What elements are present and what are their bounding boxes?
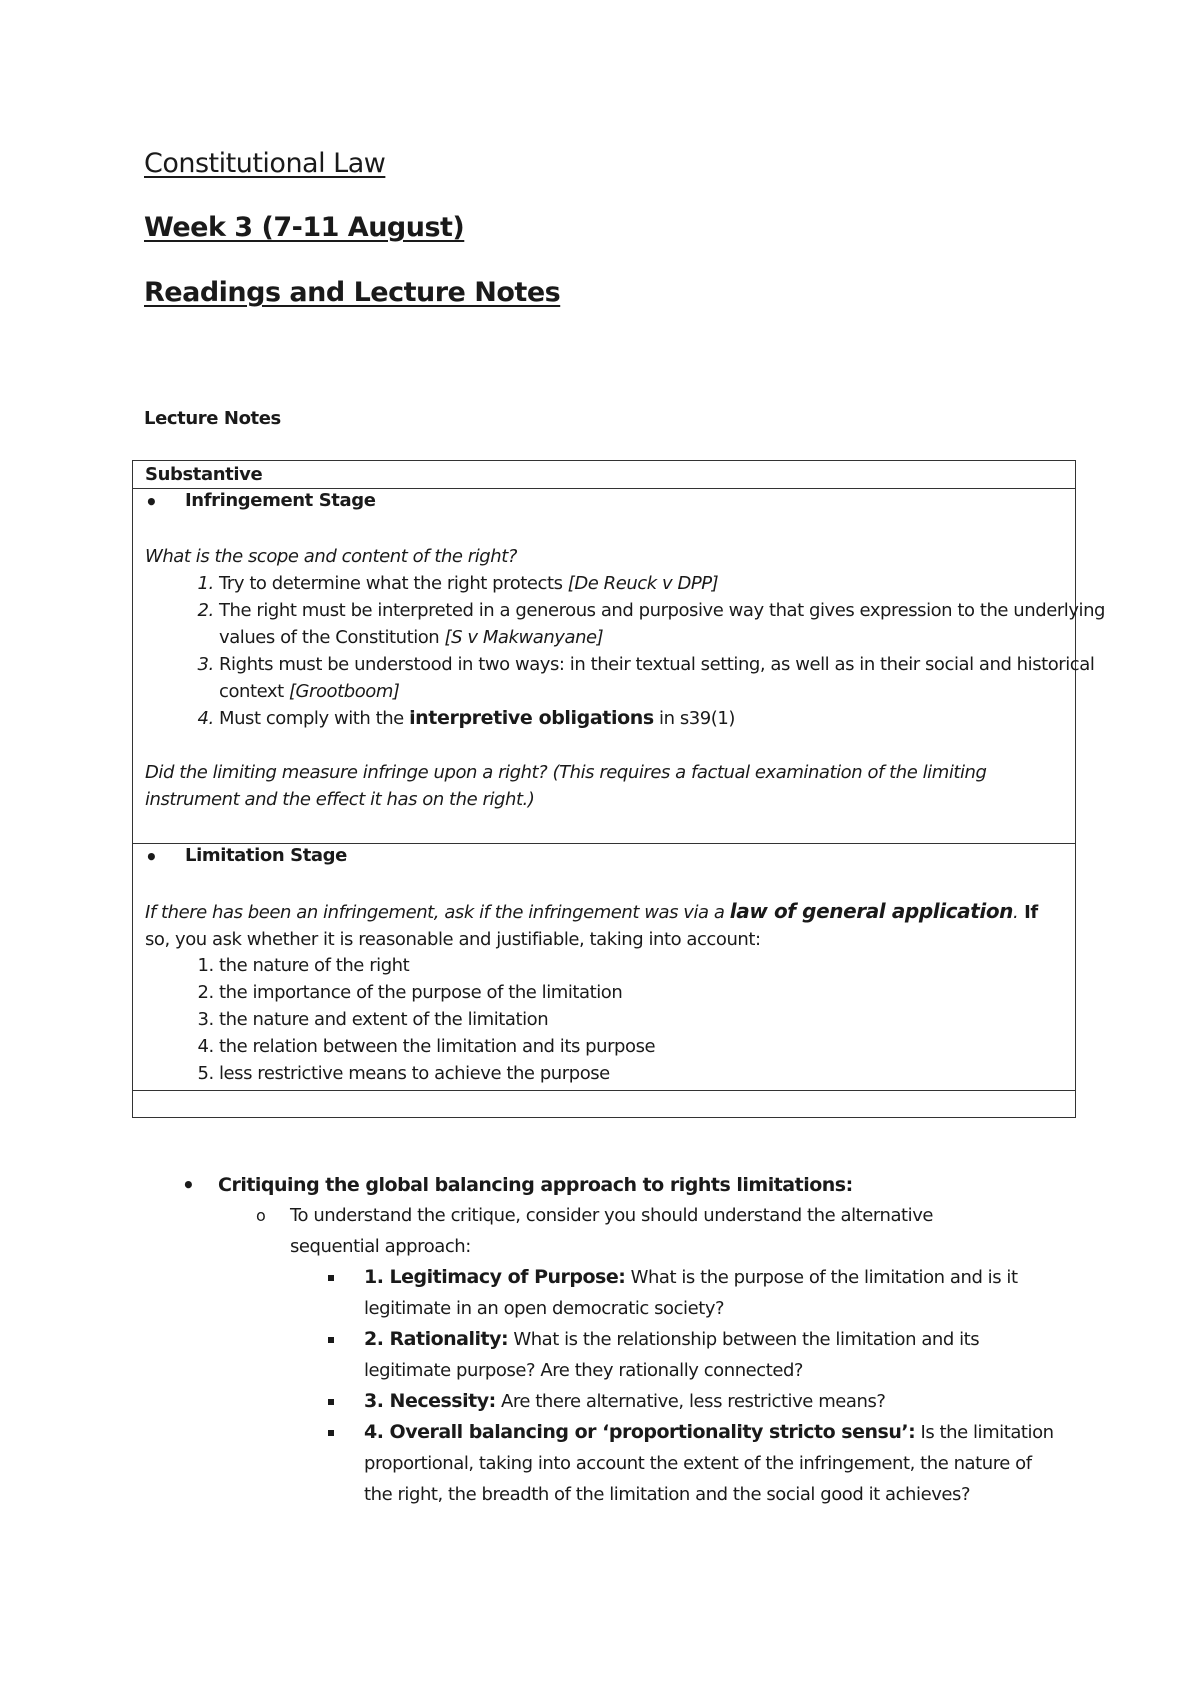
list-item: 4. the relation between the limitation and its purpose xyxy=(219,1033,1119,1060)
infringement-row xyxy=(133,488,1106,843)
lecture-notes-heading: Lecture Notes xyxy=(144,408,281,429)
readings-title: Readings and Lecture Notes xyxy=(144,277,561,308)
sequential-steps-list xyxy=(364,1262,1054,1510)
limitation-intro: If there has been an infringement, ask if the infringement was via a law of general application. If so, you ask whether it is reasonable and justifiable, taking into account: xyxy=(145,899,1038,950)
critique-section xyxy=(144,1170,1064,1510)
infringement-note: Did the limiting measure infringe upon a right? (This requires a factual examination of the limiting instrument and the effect it has on the right.) xyxy=(145,762,987,810)
infringement-stage-heading: • Infringement Stage xyxy=(185,490,376,511)
critique-sub-item: o To understand the critique, consider you should understand the alternative sequential approach: xyxy=(290,1200,990,1262)
limitation-stage-heading: • Limitation Stage xyxy=(185,845,347,866)
course-title: Constitutional Law xyxy=(144,148,386,179)
list-item: 3. Necessity: Are there alternative, less restrictive means? xyxy=(364,1386,1054,1417)
list-item: 2. the importance of the purpose of the limitation xyxy=(219,979,1119,1006)
empty-row xyxy=(133,1090,1075,1117)
list-item: 2. Rationality: What is the relationship between the limitation and its legitimate purpose? Are they rationally connected? xyxy=(364,1324,1054,1386)
notes-table xyxy=(132,460,1106,1118)
list-item: 3. the nature and extent of the limitation xyxy=(219,1006,1119,1033)
substantive-row: Substantive xyxy=(145,464,263,485)
scope-list xyxy=(145,570,1119,732)
week-title: Week 3 (7-11 August) xyxy=(144,212,465,243)
list-item: 3. Rights must be understood in two ways: in their textual setting, as well as in their social and historical context [Grootboom] xyxy=(219,651,1119,705)
limitation-row xyxy=(133,843,1075,1090)
list-item: 1. the nature of the right xyxy=(219,952,1119,979)
scope-question: What is the scope and content of the right? xyxy=(145,546,517,567)
list-item: 2. The right must be interpreted in a generous and purposive way that gives expression to the underlying values of the Constitution [S v Makwanyane] xyxy=(219,597,1119,651)
list-item: 5. less restrictive means to achieve the purpose xyxy=(219,1060,1119,1087)
critique-heading: • Critiquing the global balancing approach to rights limitations: xyxy=(218,1170,1138,1200)
list-item: 1. Try to determine what the right protects [De Reuck v DPP] xyxy=(219,570,1119,597)
list-item: 4. Overall balancing or ‘proportionality stricto sensu’: Is the limitation proportional, taking into account the extent of the infringement, the nature of the right, the breadth of the limitation and the social good it achieves? xyxy=(364,1417,1054,1510)
limitation-factors-list xyxy=(145,952,1119,1087)
list-item: 1. Legitimacy of Purpose: What is the purpose of the limitation and is it legitimate in an open democratic society? xyxy=(364,1262,1054,1324)
list-item: 4. Must comply with the interpretive obligations in s39(1) xyxy=(219,705,1119,732)
